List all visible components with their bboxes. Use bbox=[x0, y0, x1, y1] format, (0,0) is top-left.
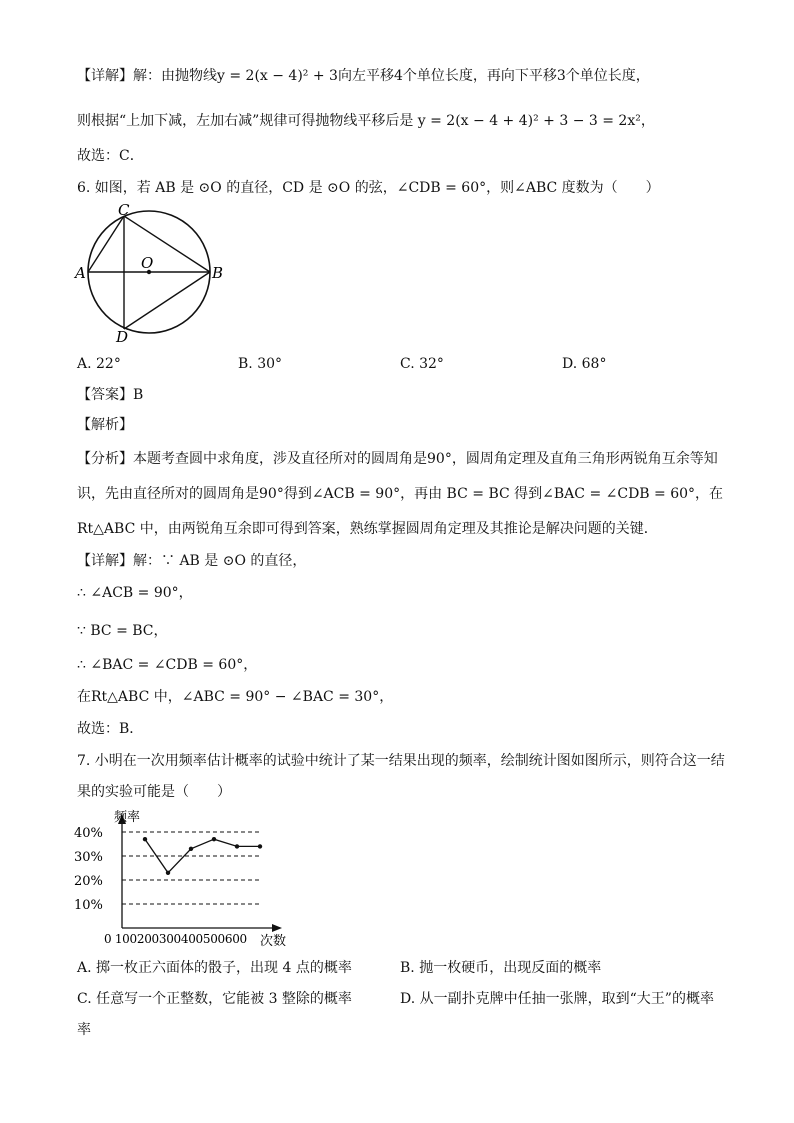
label-c: C bbox=[118, 202, 130, 219]
label-a: A bbox=[75, 264, 86, 282]
conclusion-line: 故选：C． bbox=[77, 148, 144, 164]
q6-option-c[interactable]: C. 32° bbox=[400, 356, 444, 372]
question-6: 6. 如图，若 AB 是 ⊙O 的直径，CD 是 ⊙O 的弦，∠CDB = 60°，则∠ABC 度数为（ ） bbox=[77, 180, 660, 196]
q7-option-c[interactable]: C. 任意写一个正整数，它能被 3 整除的概率 bbox=[77, 991, 352, 1007]
data-point bbox=[212, 837, 216, 841]
q7-option-d[interactable]: D. 从一副扑克牌中任抽一张牌，取到“大王”的概率 bbox=[400, 991, 714, 1007]
analysis-line-1: 【分析】本题考查圆中求角度，涉及直径所对的圆周角是90°，圆周角定理及直角三角形两锐角互余等知 bbox=[77, 451, 718, 467]
detail-line-1: 【详解】解：由抛物线y = 2(x − 4)² + 3向左平移4个单位长度，再向下平移3个单位长度， bbox=[77, 68, 650, 84]
q6-option-d[interactable]: D. 68° bbox=[562, 356, 607, 372]
q6-option-a[interactable]: A. 22° bbox=[77, 356, 121, 372]
frequency-chart bbox=[74, 804, 304, 949]
analysis-line-2: 识，先由直径所对的圆周角是90°得到∠ACB = 90°，再由 BC = BC 得到∠BAC = ∠CDB = 60°，在 bbox=[77, 486, 724, 502]
data-point bbox=[143, 837, 147, 841]
solution-line-2: ∴ ∠ACB = 90°， bbox=[77, 585, 193, 601]
question-7-line-1: 7. 小明在一次用频率估计概率的试验中统计了某一结果出现的频率，绘制统计图如图所示，则符合这一结 bbox=[77, 753, 725, 769]
solution-line-5: 在Rt△ABC 中，∠ABC = 90° − ∠BAC = 30°， bbox=[77, 689, 394, 705]
data-point bbox=[189, 847, 193, 851]
data-point bbox=[235, 844, 239, 848]
analysis-heading: 【解析】 bbox=[77, 417, 133, 433]
q6-option-b[interactable]: B. 30° bbox=[238, 356, 283, 372]
answer-line: 【答案】B bbox=[77, 387, 144, 403]
question-7-line-2: 果的实验可能是（ ） bbox=[77, 784, 231, 800]
label-d: D bbox=[116, 328, 129, 342]
solution-line-3: ∵ BC = BC， bbox=[77, 623, 168, 639]
y-tick-label: 10% bbox=[74, 898, 103, 913]
label-o: O bbox=[141, 254, 154, 272]
label-b: B bbox=[212, 264, 224, 282]
analysis-line-3: Rt△ABC 中，由两锐角互余即可得到答案，熟练掌握圆周角定理及其推论是解决问题的关键． bbox=[77, 521, 658, 537]
solution-line-6: 故选：B． bbox=[77, 721, 144, 737]
detail-line-2: 则根据“上加下减，左加右减”规律可得抛物线平移后是 y = 2(x − 4 + 4)² + 3 − 3 = 2x²， bbox=[77, 113, 655, 129]
solution-line-1: 【详解】解：∵ AB 是 ⊙O 的直径， bbox=[77, 553, 307, 569]
circle-figure bbox=[72, 202, 232, 342]
y-tick-label: 20% bbox=[74, 874, 103, 889]
q7-option-a[interactable]: A. 掷一枚正六面体的骰子，出现 4 点的概率 bbox=[77, 960, 352, 976]
q7-option-b[interactable]: B. 抛一枚硬币，出现反面的概率 bbox=[400, 960, 602, 976]
x-axis-label: 次数 bbox=[260, 934, 287, 949]
y-axis-label: 频率 bbox=[114, 810, 141, 825]
q7-option-d-wrap: 率 bbox=[77, 1022, 91, 1038]
data-point bbox=[166, 871, 170, 875]
y-tick-label: 30% bbox=[74, 850, 103, 865]
y-tick-label: 40% bbox=[74, 826, 103, 841]
x-tick-labels: 0 100200300400500600 bbox=[104, 932, 247, 946]
data-point bbox=[258, 844, 262, 848]
solution-line-4: ∴ ∠BAC = ∠CDB = 60°， bbox=[77, 657, 258, 673]
